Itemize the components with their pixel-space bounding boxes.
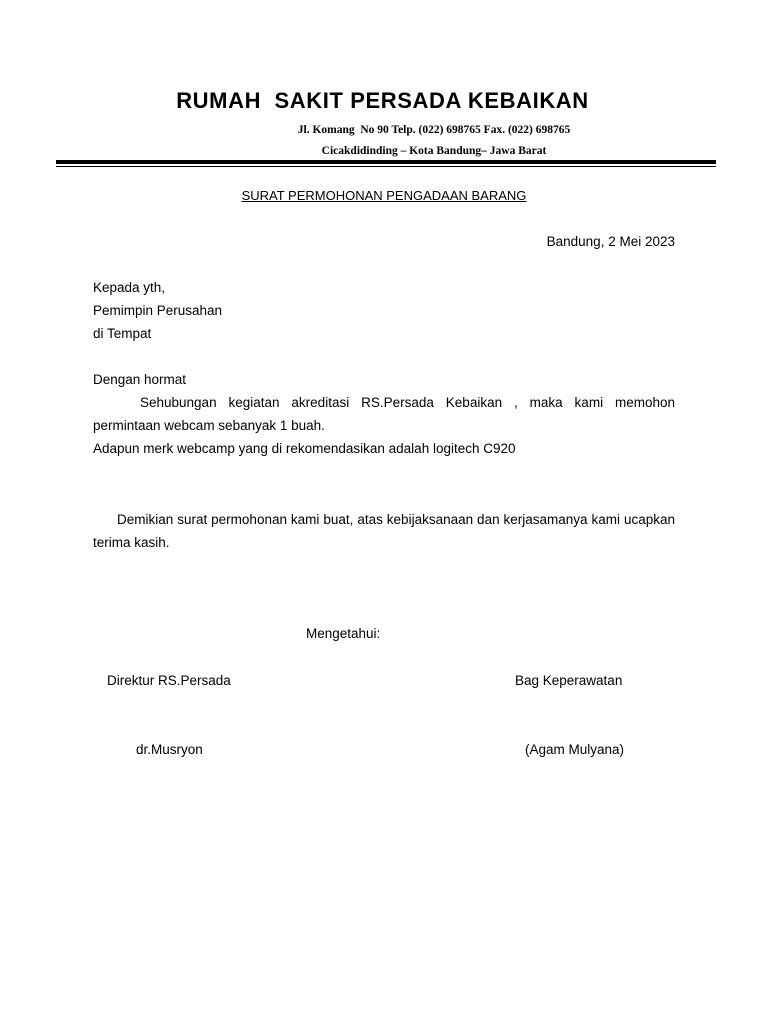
letter-subject: SURAT PERMOHONAN PENGADAAN BARANG	[241, 188, 527, 203]
body-paragraph-1: Sehubungan kegiatan akreditasi RS.Persada Kebaikan , maka kami memohon permintaan webcam sebanyak 1 buah.	[93, 395, 675, 433]
letterhead-divider-thin	[56, 166, 716, 167]
left-signatory-title: Direktur RS.Persada	[107, 673, 231, 688]
acknowledged-label: Mengetahui:	[306, 626, 381, 641]
letterhead-divider-thick	[56, 160, 716, 164]
right-signatory-title: Bag Keperawatan	[515, 673, 623, 688]
greeting: Dengan hormat	[93, 372, 187, 387]
right-signatory-name: (Agam Mulyana)	[525, 742, 625, 757]
place-date: Bandung, 2 Mei 2023	[546, 234, 675, 249]
address-line-1: Jl. Komang No 90 Telp. (022) 698765 Fax. (022) 698765	[297, 124, 571, 136]
recipient-line-1: Kepada yth,	[93, 280, 166, 295]
recipient-line-3: di Tempat	[93, 326, 152, 341]
hospital-name: RUMAH SAKIT PERSADA KEBAIKAN	[176, 88, 589, 113]
recipient-line-2: Pemimpin Perusahan	[93, 303, 223, 318]
closing-paragraph: Demikian surat permohonan kami buat, atas kebijaksanaan dan kerjasamanya kami ucapkan terima kasih.	[93, 512, 675, 550]
address-line-2: Cicakdidinding – Kota Bandung– Jawa Barat	[321, 145, 547, 157]
left-signatory-name: dr.Musryon	[136, 742, 203, 757]
body-paragraph-2: Adapun merk webcamp yang di rekomendasikan adalah logitech C920	[93, 441, 516, 456]
